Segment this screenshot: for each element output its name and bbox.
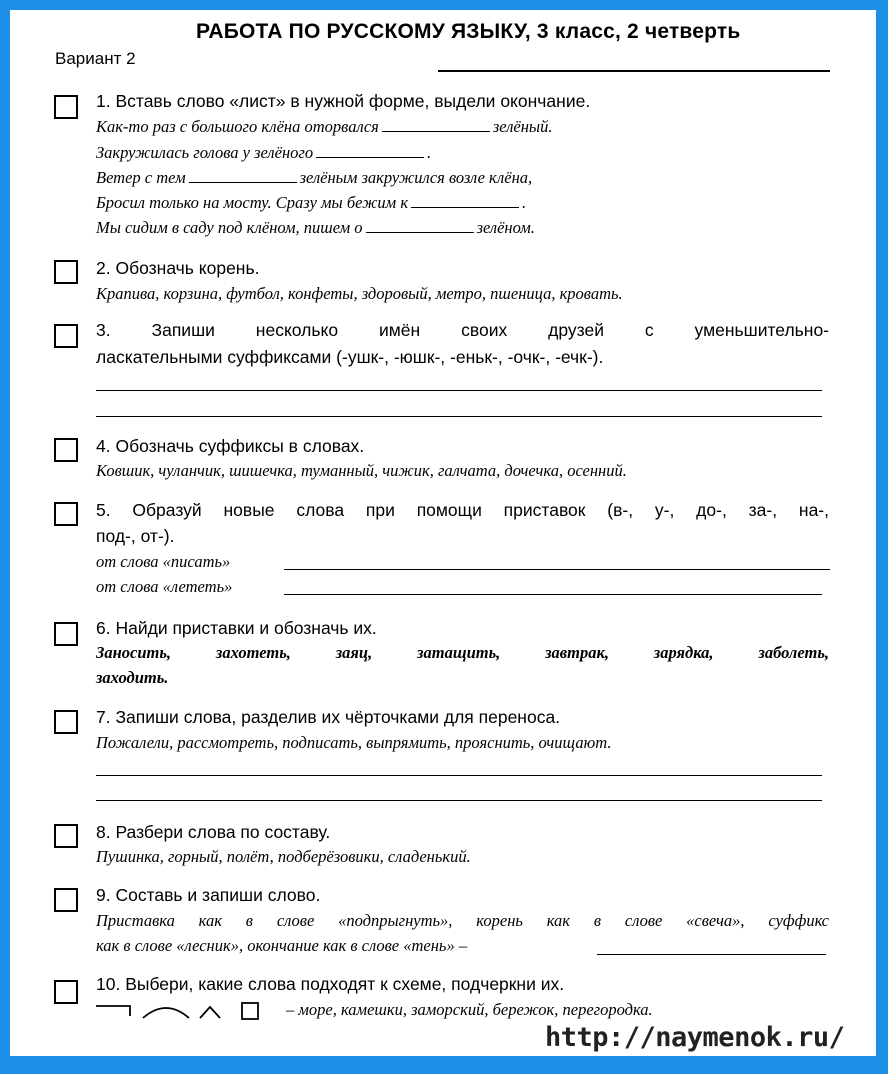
task-1-line-2: Закружилась голова у зелёного .	[96, 143, 432, 162]
task-9-line-2: как в слове «лесник», окончание как в слове «тень» –	[96, 936, 468, 955]
task-9-line-1: Приставка как в слове «подпрыгнуть», корень как в слове «свеча», суффикс	[96, 911, 829, 930]
task-5-line-b: от слова «лететь»	[96, 577, 233, 596]
task-7-words: Пожалели, рассмотреть, подписать, выпрямить, прояснить, очищают.	[96, 733, 612, 752]
task-7-prompt: 7. Запиши слова, разделив их чёрточками для переноса.	[96, 707, 561, 727]
task-1-line-3: Ветер с тем зелёным закружился возле клёна,	[96, 168, 533, 187]
answer-line[interactable]	[96, 390, 822, 391]
task-4-words: Ковшик, чуланчик, шишечка, туманный, чижик, галчата, дочечка, осенний.	[96, 461, 627, 480]
task-6-words-line-2: заходить.	[96, 668, 169, 687]
blank-5[interactable]	[366, 219, 474, 233]
blank-2[interactable]	[316, 144, 424, 158]
task-1-line-1: Как-то раз с большого клёна оторвался зелёный.	[96, 117, 553, 136]
task-2-prompt: 2. Обозначь корень.	[96, 258, 260, 278]
answer-line[interactable]	[96, 416, 822, 417]
task-5-prompt-line-1: 5. Образуй новые слова при помощи приставок (в-, у-, до-, за-, на-,	[96, 500, 829, 520]
variant-label: Вариант 2	[55, 49, 136, 68]
answer-line[interactable]	[96, 800, 822, 801]
task-6-words-line-1: Заносить, захотеть, заяц, затащить, завтрак, зарядка, заболеть,	[96, 643, 829, 662]
task-2-checkbox[interactable]	[54, 260, 78, 284]
answer-line[interactable]	[96, 775, 822, 776]
task-10-checkbox[interactable]	[54, 980, 78, 1004]
task-4-checkbox[interactable]	[54, 438, 78, 462]
task-2-words: Крапива, корзина, футбол, конфеты, здоровый, метро, пшеница, кровать.	[96, 284, 623, 303]
task-4-prompt: 4. Обозначь суффиксы в словах.	[96, 436, 365, 456]
task-6-checkbox[interactable]	[54, 622, 78, 646]
blank-3[interactable]	[189, 169, 297, 183]
task-5-prompt-line-2: под-, от-).	[96, 526, 175, 546]
task-9-checkbox[interactable]	[54, 888, 78, 912]
task-1-prompt: 1. Вставь слово «лист» в нужной форме, выдели окончание.	[96, 91, 591, 111]
task-10-words: – море, камешки, заморский, бережок, перегородка.	[286, 1000, 653, 1019]
task-3-prompt-line-1: 3. Запиши несколько имён своих друзей с уменьшительно-	[96, 320, 829, 340]
student-name-line[interactable]	[438, 70, 830, 72]
task-6-prompt: 6. Найди приставки и обозначь их.	[96, 618, 377, 638]
task-1-line-4: Бросил только на мосту. Сразу мы бежим к .	[96, 193, 527, 212]
task-8-prompt: 8. Разбери слова по составу.	[96, 822, 331, 842]
task-10-prompt: 10. Выбери, какие слова подходят к схеме, подчеркни их.	[96, 974, 565, 994]
watermark-url: http://naymenok.ru/	[545, 1022, 845, 1053]
worksheet-title: РАБОТА ПО РУССКОМУ ЯЗЫКУ, 3 класс, 2 четверть	[196, 20, 741, 43]
word-scheme-icon	[96, 1002, 281, 1026]
task-7-checkbox[interactable]	[54, 710, 78, 734]
task-1-line-5: Мы сидим в саду под клёном, пишем о зелёном.	[96, 218, 535, 237]
task-9-prompt: 9. Составь и запиши слово.	[96, 885, 321, 905]
answer-line[interactable]	[284, 594, 822, 595]
task-5-line-a: от слова «писать»	[96, 552, 231, 571]
task-5-checkbox[interactable]	[54, 502, 78, 526]
task-3-prompt-line-2: ласкательными суффиксами (-ушк-, -юшк-, -еньк-, -очк-, -ечк-).	[96, 347, 604, 367]
blank-1[interactable]	[382, 118, 490, 132]
task-1-checkbox[interactable]	[54, 95, 78, 119]
task-8-words: Пушинка, горный, полёт, подберёзовики, сладенький.	[96, 847, 471, 866]
blank-4[interactable]	[411, 194, 519, 208]
answer-line[interactable]	[284, 569, 830, 570]
answer-line[interactable]	[597, 954, 826, 955]
task-8-checkbox[interactable]	[54, 824, 78, 848]
task-3-checkbox[interactable]	[54, 324, 78, 348]
